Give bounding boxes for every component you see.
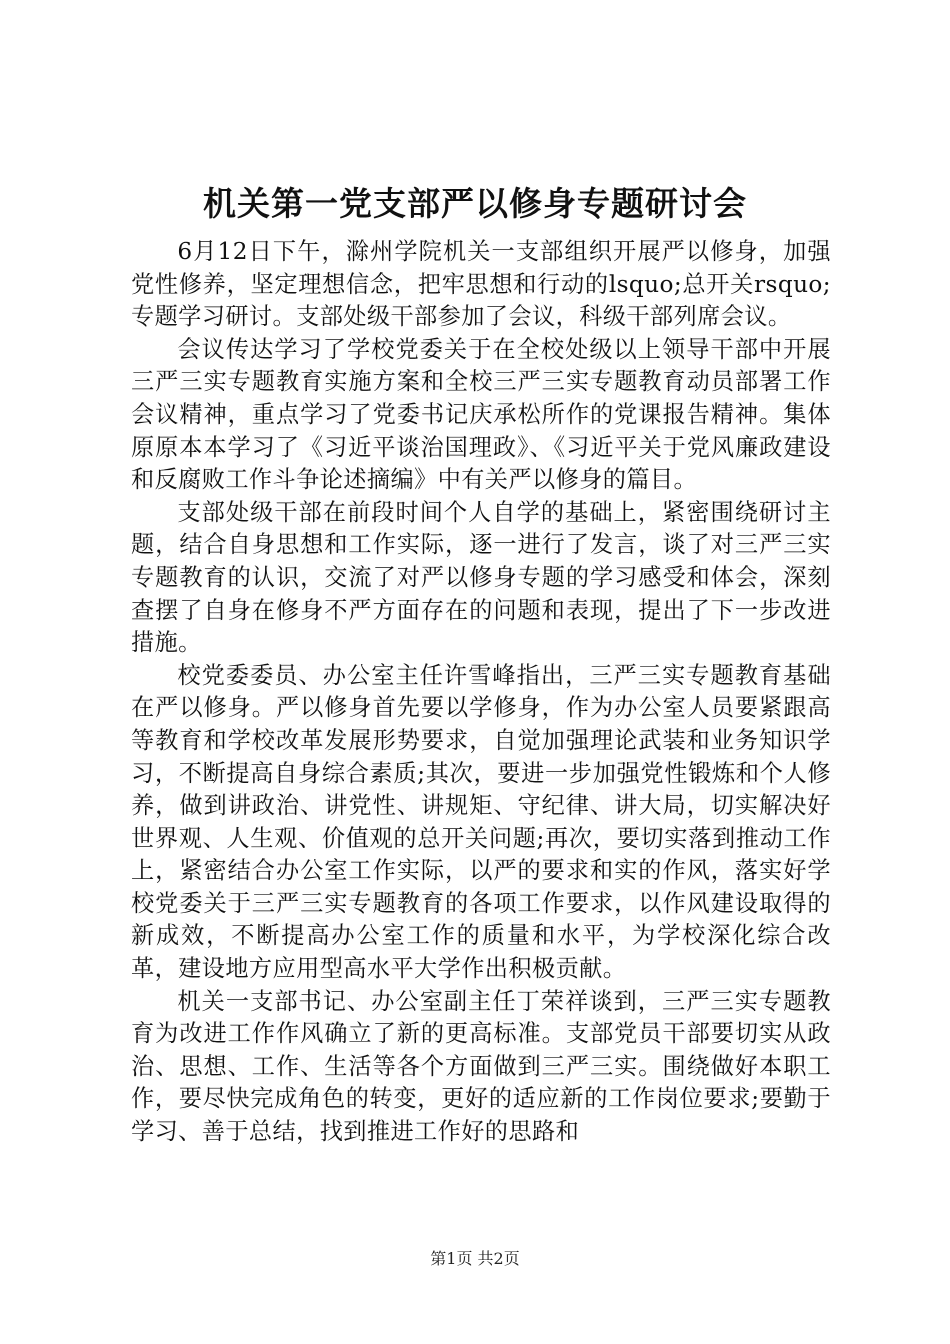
paragraph-2: 会议传达学习了学校党委关于在全校处级以上领导干部中开展三严三实专题教育实施方案和全校三严三实专题教育动员部署工作会议精神，重点学习了党委书记庆承松所作的党课报告精神。集体原原本本学习了《习近平谈治国理政》、《习近平关于党风廉政建设和反腐败工作斗争论述摘编》中有关严以修身的篇目。 — [131, 335, 831, 494]
paragraph-3: 支部处级干部在前段时间个人自学的基础上，紧密围绕研讨主题，结合自身思想和工作实际，逐一进行了发言，谈了对三严三实专题教育的认识，交流了对严以修身专题的学习感受和体会，深刻查摆了自身在修身不严方面存在的问题和表现，提出了下一步改进措施。 — [131, 498, 831, 657]
paragraph-5: 机关一支部书记、办公室副主任丁荣祥谈到，三严三实专题教育为改进工作作风确立了新的更高标准。支部党员干部要切实从政治、思想、工作、生活等各个方面做到三严三实。围绕做好本职工作，要尽快完成角色的转变，更好的适应新的工作岗位要求;要勤于学习、善于总结，找到推进工作好的思路和 — [131, 987, 831, 1146]
paragraph-4: 校党委委员、办公室主任许雪峰指出，三严三实专题教育基础在严以修身。严以修身首先要以学修身，作为办公室人员要紧跟高等教育和学校改革发展形势要求，自觉加强理论武装和业务知识学习，不断提高自身综合素质;其次，要进一步加强党性锻炼和个人修养，做到讲政治、讲党性、讲规矩、守纪律、讲大局，切实解决好世界观、人生观、价值观的总开关问题;再次，要切实落到推动工作上，紧密结合办公室工作实际，以严的要求和实的作风，落实好学校党委关于三严三实专题教育的各项工作要求，以作风建设取得的新成效，不断提高办公室工作的质量和水平，为学校深化综合改革，建设地方应用型高水平大学作出积极贡献。 — [131, 661, 831, 983]
page-number-footer: 第1页 共2页 — [430, 1249, 520, 1268]
document-title: 机关第一党支部严以修身专题研讨会 — [203, 184, 747, 223]
paragraph-1: 6月12日下午，滁州学院机关一支部组织开展严以修身，加强党性修养，坚定理想信念，把牢思想和行动的lsquo;总开关rsquo;专题学习研讨。支部处级干部参加了会议，科级干部列席会议。 — [131, 238, 831, 331]
document-body — [131, 236, 831, 1149]
